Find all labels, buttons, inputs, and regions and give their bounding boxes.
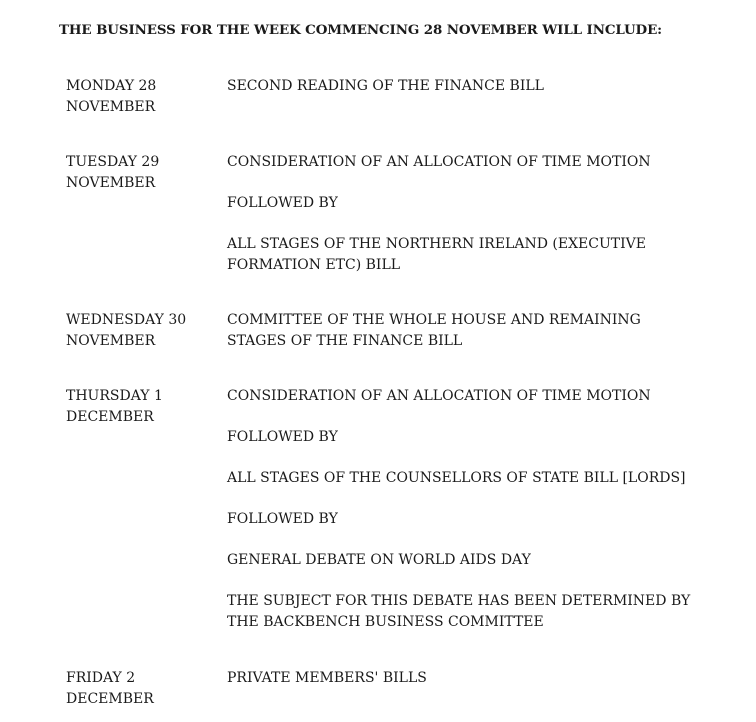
day-label bbox=[66, 386, 227, 633]
day-text: THURSDAY 1 DECEMBER bbox=[66, 388, 163, 425]
day-text: WEDNESDAY 30 NOVEMBER bbox=[66, 312, 187, 349]
business-items bbox=[227, 76, 706, 118]
business-item: FOLLOWED BY bbox=[227, 429, 338, 445]
day-label bbox=[66, 152, 227, 276]
business-item: ALL STAGES OF THE COUNSELLORS OF STATE BILL [LORDS] bbox=[227, 470, 686, 486]
business-day-thursday bbox=[66, 386, 706, 633]
business-day-friday bbox=[66, 668, 706, 710]
business-items bbox=[227, 386, 706, 633]
business-item: FOLLOWED BY bbox=[227, 511, 338, 527]
business-item: CONSIDERATION OF AN ALLOCATION OF TIME MOTION bbox=[227, 388, 651, 404]
business-day-monday bbox=[66, 76, 706, 118]
business-items bbox=[227, 310, 706, 352]
day-label bbox=[66, 668, 227, 710]
day-text: TUESDAY 29 NOVEMBER bbox=[66, 154, 160, 191]
business-items bbox=[227, 668, 706, 710]
business-item: PRIVATE MEMBERS' BILLS bbox=[227, 670, 427, 686]
business-item: ALL STAGES OF THE NORTHERN IRELAND (EXECUTIVE FORMATION ETC) BILL bbox=[227, 236, 646, 273]
business-item: CONSIDERATION OF AN ALLOCATION OF TIME MOTION bbox=[227, 154, 651, 170]
day-label bbox=[66, 76, 227, 118]
business-item: GENERAL DEBATE ON WORLD AIDS DAY bbox=[227, 552, 531, 568]
business-day-tuesday bbox=[66, 152, 706, 276]
day-label bbox=[66, 310, 227, 352]
business-item: SECOND READING OF THE FINANCE BILL bbox=[227, 78, 544, 94]
business-item: COMMITTEE OF THE WHOLE HOUSE AND REMAINING STAGES OF THE FINANCE BILL bbox=[227, 312, 641, 349]
business-items bbox=[227, 152, 706, 276]
business-day-wednesday bbox=[66, 310, 706, 352]
day-text: MONDAY 28 NOVEMBER bbox=[66, 78, 157, 115]
business-item: THE SUBJECT FOR THIS DEBATE HAS BEEN DETERMINED BY THE BACKBENCH BUSINESS COMMITTEE bbox=[227, 593, 691, 630]
day-text: FRIDAY 2 DECEMBER bbox=[66, 670, 154, 707]
business-item: FOLLOWED BY bbox=[227, 195, 338, 211]
page-heading: THE BUSINESS FOR THE WEEK COMMENCING 28 NOVEMBER WILL INCLUDE: bbox=[59, 22, 663, 38]
